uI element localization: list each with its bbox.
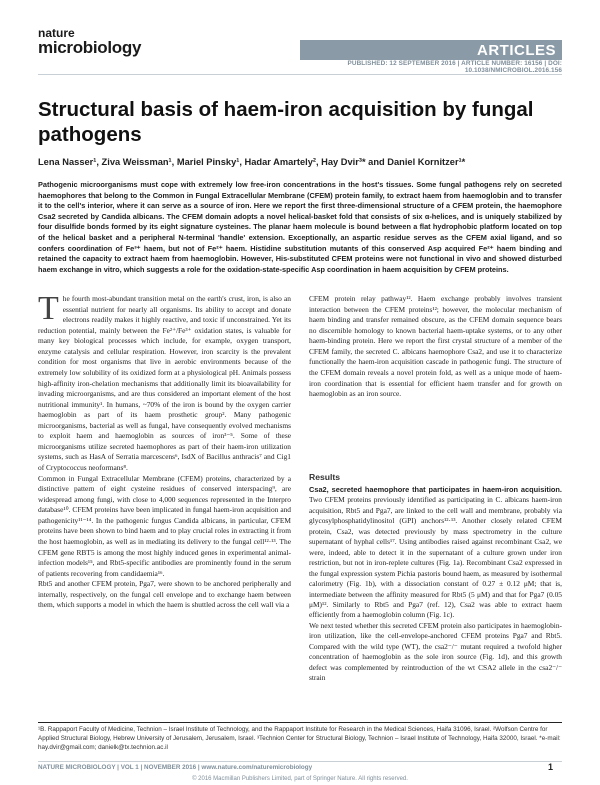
results-body-text: Two CFEM proteins previously identified as participating in C. albicans haem-iron acquisition, Rbt5 and Pga7, are linked to the cell wall and membrane, probably via glycosylphosphatidylinositol (GPI) anchors¹²·¹³. Another closely related CFEM protein, Csa2, was detected previously by mass spectrometry in the culture supernatant of hyphal cells¹⁷. Using antibodies raised against recombinant Csa2, we were, indeed, able to detect it in the supernatant of a culture grown under iron restriction, but not in iron-replete cultures (Fig. 1a). Recombinant Csa2 expressed in the fungal expression system Pichia pastoris bound haem, as measured by isothermal calorimetry (Fig. 1b), with a dissociation constant of 0.27 ± 0.12 μM; that is, intermediate between the affinity measured for Rbt5 (5 μM) and that for Pga7 (0.05 μM)¹². Similarly to Rbt5 and Pga7 (ref. 12), Csa2 was able to extract haem efficiently from a haemoglobin column (Fig. 1c). We next tested whether this secreted CFEM protein also participates in haemoglobin-iron utilization, like the cell-envelope-anchored CFEM proteins Pga7 and Rbt5. Compared with the wild type (WT), the csa2⁻/⁻ mutant required a twofold higher concentration of haemoglobin as the sole iron source (Fig. 1d), and this growth defect was complemented by reintroduction of the wt CSA2 allele in the csa2⁻/⁻ strain [309,495,562,683]
footnote-divider [38,722,562,723]
intro-column-left [38,290,291,611]
journal-logo-microbiology: microbiology [38,38,142,57]
intro-column-right: CFEM protein relay pathway¹². Haem exchange probably involves transient interaction between the CFEM proteins¹²; however, the molecular mechanism of haem binding and transfer remained obscure, as the CFEM domain sequence bears no discernible homology to known bacterial haem-uptake systems, or to any other haem-binding protein. Here we report the first crystal structure of a member of the CFEM family, the secreted C. albicans haemophore Csa2, and use it to characterize functionally the haem-iron acquisition cascade in pathogenic fungi. The structure of the CFEM domain reveals a novel protein fold, as well as a unique mode of haem-iron coordination that is essential for efficient haem transfer and for growth on haemoglobin as an iron source. [309,294,562,399]
drop-cap: T [38,290,59,327]
header-divider [38,74,562,75]
affiliations: ¹B. Rappaport Faculty of Medicine, Technion – Israel Institute of Technology, and the Rappaport Institute for Research in the Medical Sciences, Haifa 31096, Israel. ²Wolfson Centre for Applied Structural Biology, Hebrew University of Jerusalem, Jerusalem, Israel. ³Technion Center for Structural Biology, Technion – Israel Institute of Technology, Haifa 32000, Israel. *e-mail: hay.dvir@gmail.com; danielk@tx.technion.ac.il [38,726,561,751]
article-title: Structural basis of haem-iron acquisition by fungal pathogens [38,98,534,146]
footer-journal-line: NATURE MICROBIOLOGY | VOL 1 | NOVEMBER 2016 | www.nature.com/naturemicrobiology [38,764,313,771]
footer-divider [38,761,562,762]
results-heading: Results [309,472,341,482]
publication-info: PUBLISHED: 12 SEPTEMBER 2016 | ARTICLE NUMBER: 16156 | DOI: 10.1038/NMICROBIOL.2016.156 [347,60,562,74]
section-label: ARTICLES [477,41,556,59]
author-list: Lena Nasser¹, Ziva Weissman¹, Mariel Pinsky¹, Hadar Amartely², Hay Dvir³* and Daniel Kornitzer¹* [38,157,466,167]
abstract: Pathogenic microorganisms must cope with extremely low free-iron concentrations in the host's tissues. Some fungal pathogens rely on secreted haemophores that belong to the Common in Fungal Extracellular Membrane (CFEM) protein family, to extract haem from haemoglobin and to transfer it to the cell's interior, where it can serve as a source of iron. Here we report the first three-dimensional structure of a CFEM protein, the haemophore Csa2 secreted by Candida albicans. The CFEM domain adopts a novel helical-basket fold that consists of six α-helices, and is uniquely stabilized by four disulfide bonds formed by its eight signature cysteines. The planar haem molecule is bound between a flat hydrophobic platform located on top of the helical basket and a peripheral N-terminal 'handle' extension. Exceptionally, an aspartic residue serves as the CFEM axial ligand, and so confers coordination of Fe³⁺ haem, but not of Fe²⁺ haem. Histidine substitution mutants of this conserved Asp acquired Fe²⁺ haem binding and retained the capacity to extract haem from haemoglobin. However, His-substituted CFEM proteins were not functional in vivo and showed disturbed haem exchange in vitro, which suggests a role for the oxidation-state-specific Asp coordination in haem acquisition by CFEM proteins. [38,180,562,274]
journal-logo-nature: nature [38,26,75,40]
results-text [309,485,562,684]
section-banner [300,40,562,60]
results-subheading: Csa2, secreted haemophore that participates in haem-iron acquisition. [309,485,562,494]
copyright-notice: © 2016 Macmillan Publishers Limited, part of Springer Nature. All rights reserved. [192,776,408,782]
page-number: 1 [548,762,554,772]
intro-text-left: he fourth most-abundant transition metal on the earth's crust, iron, is also an essential nutrient for nearly all organisms. Its ability to accept and donate electrons readily makes it highly reactive, and toxic if unconstrained. Yet its reduction potential, mainly between the Fe²⁺/Fe³⁺ oxidation states, is valuable for many key biological processes which include, for example, oxygen transport, enzyme catalysis and cellular respiration. However, iron scarcity is the prevalent condition for most organisms that live in aerobic environments because of the extremely low solubility of its oxidized form at a physiological pH. Animals possess high-affinity iron-chelation mechanisms that additionally limit its bioavailability for invading microorganisms, and are thus considered an important element of the host nutritional immunity¹. In humans, ~70% of the iron is bound by the oxygen carrier haemoglobin as part of its haem prosthetic group². Many pathogenic microorganisms, bacterial as well as fungal, have consequently evolved mechanisms to exploit haem and haemoglobin as sources of iron³⁻⁵. Some of these microorganisms utilize secreted haemophores as part of their haem-iron utilization systems, such as HasA of Serratia marcescens⁶, IsdX of Bacillus anthracis⁷ and Cig1 of Cryptococcus neoformans⁸. Common in Fungal Extracellular Membrane (CFEM) proteins, characterized by a distinctive pattern of eight cysteine residues of conserved interspacing⁹, are widespread among fungi, with close to 4,000 sequences represented in the Interpro database¹⁰. CFEM proteins have been implicated in fungal haem-iron acquisition and pathogenicity¹¹⁻¹⁴. In the pathogenic fungus Candida albicans, in particular, CFEM proteins have been shown to bind haem and to play crucial roles in extracting it from the host haemoglobin, as well as in mediating its delivery to the fungal cell¹²·¹³. The CFEM gene RBT5 is among the most highly induced genes in experimental animal-infection models¹⁵, and Rbt5-specific antibodies are prominently found in the serum of patients recovering from candidaemia¹⁶. Rbt5 and another CFEM protein, Pga7, were shown to be anchored peripherally and internally, respectively, on the fungal cell envelope and to exchange haem between them, which supports a model in which the haem is shuttled across the cell wall via a [38,294,291,610]
